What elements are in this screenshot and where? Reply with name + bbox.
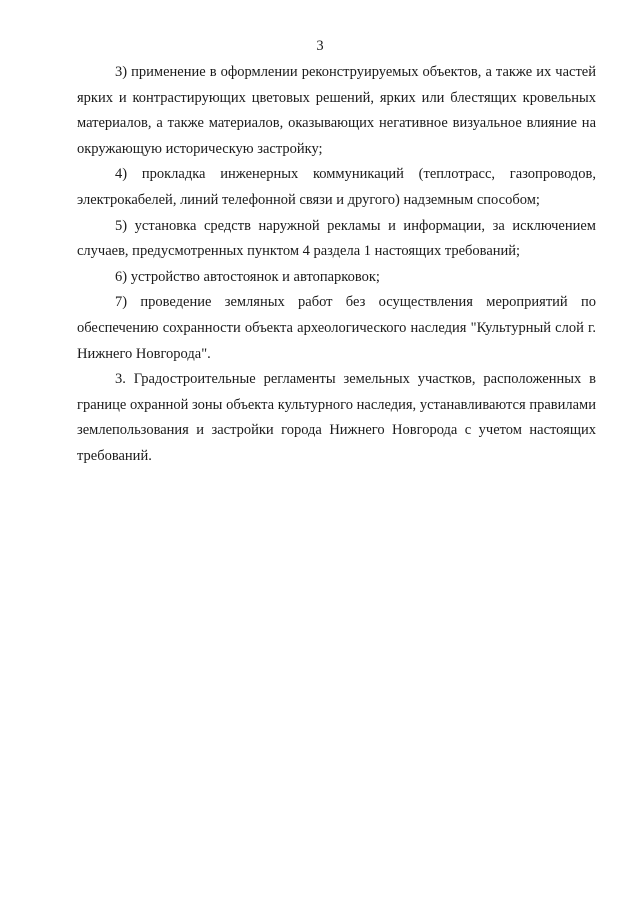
page-number: 3 [316, 38, 324, 54]
document-body [77, 60, 596, 470]
paragraph-section-3: 3. Градостроительные регламенты земельных участков, расположенных в границе охранной зоны объекта культурного наследия, устанавливаются правилами землепользования и застройки города Нижнего Новгорода с учетом настоящих требований. [77, 371, 596, 464]
paragraph-item-6: 6) устройство автостоянок и автопарковок; [115, 268, 380, 285]
paragraph-item-3: 3) применение в оформлении реконструируемых объектов, а также их частей ярких и контрастирующих цветовых решений, ярких или блестящих кровельных материалов, а также материалов, оказывающих негативное визуальное влияние на окружающую историческую застройку; [77, 64, 596, 157]
paragraph-item-4: 4) прокладка инженерных коммуникаций (теплотрасс, газопроводов, электрокабелей, линий телефонной связи и другого) надземным способом; [77, 166, 596, 208]
paragraph-item-7: 7) проведение земляных работ без осуществления мероприятий по обеспечению сохранности объекта археологического наследия "Культурный слой г. Нижнего Новгорода". [77, 294, 596, 362]
paragraph-item-5: 5) установка средств наружной рекламы и информации, за исключением случаев, предусмотренных пунктом 4 раздела 1 настоящих требований; [77, 217, 596, 260]
